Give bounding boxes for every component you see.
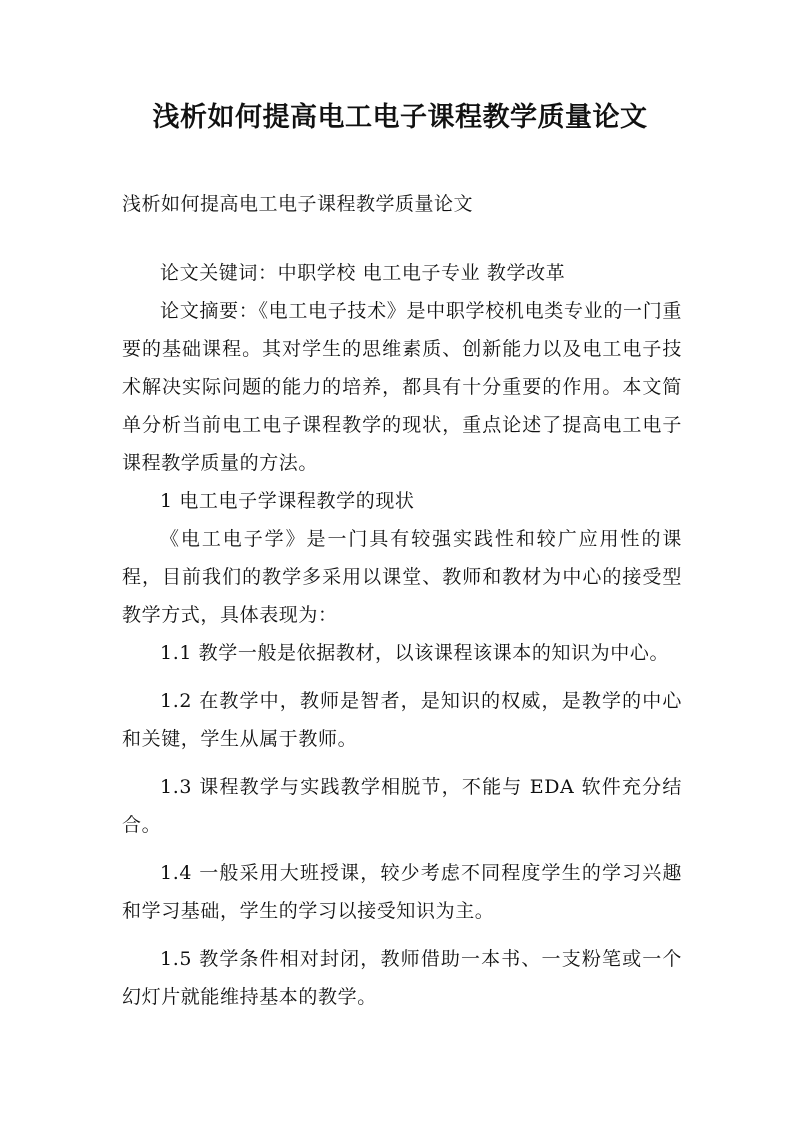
abstract-paragraph: 论文摘要：《电工电子技术》是中职学校机电类专业的一门重要的基础课程。其对学生的思维素质、创新能力以及电工电子技术解决实际问题的能力的培养，都具有十分重要的作用。本文简单分析当前电工电子课程教学的现状，重点论述了提高电工电子课程教学质量的方法。: [122, 300, 682, 474]
section-heading: 1 电工电子学课程教学的现状: [160, 490, 415, 512]
list-item-1-4: 1.4 一般采用大班授课，较少考虑不同程度学生的学习兴趣和学习基础，学生的学习以接受知识为主。: [122, 862, 682, 922]
keywords-paragraph: 论文关键词：中职学校 电工电子专业 教学改革: [160, 262, 566, 284]
list-item-1-2: 1.2 在教学中，教师是智者，是知识的权威，是教学的中心和关键，学生从属于教师。: [122, 690, 682, 750]
list-item-1-5: 1.5 教学条件相对封闭，教师借助一本书、一支粉笔或一个幻灯片就能维持基本的教学。: [122, 948, 682, 1008]
list-item-1-3: 1.3 课程教学与实践教学相脱节，不能与 EDA 软件充分结合。: [122, 776, 682, 836]
document-title: 浅析如何提高电工电子课程教学质量论文: [152, 102, 648, 133]
document-subtitle: 浅析如何提高电工电子课程教学质量论文: [122, 193, 474, 215]
body-paragraph: 《电工电子学》是一门具有较强实践性和较广应用性的课程，目前我们的教学多采用以课堂、教师和教材为中心的接受型教学方式，具体表现为：: [122, 528, 682, 626]
document-body: [122, 254, 682, 1016]
list-item-1-1: 1.1 教学一般是依据教材，以该课程该课本的知识为中心。: [160, 642, 670, 664]
